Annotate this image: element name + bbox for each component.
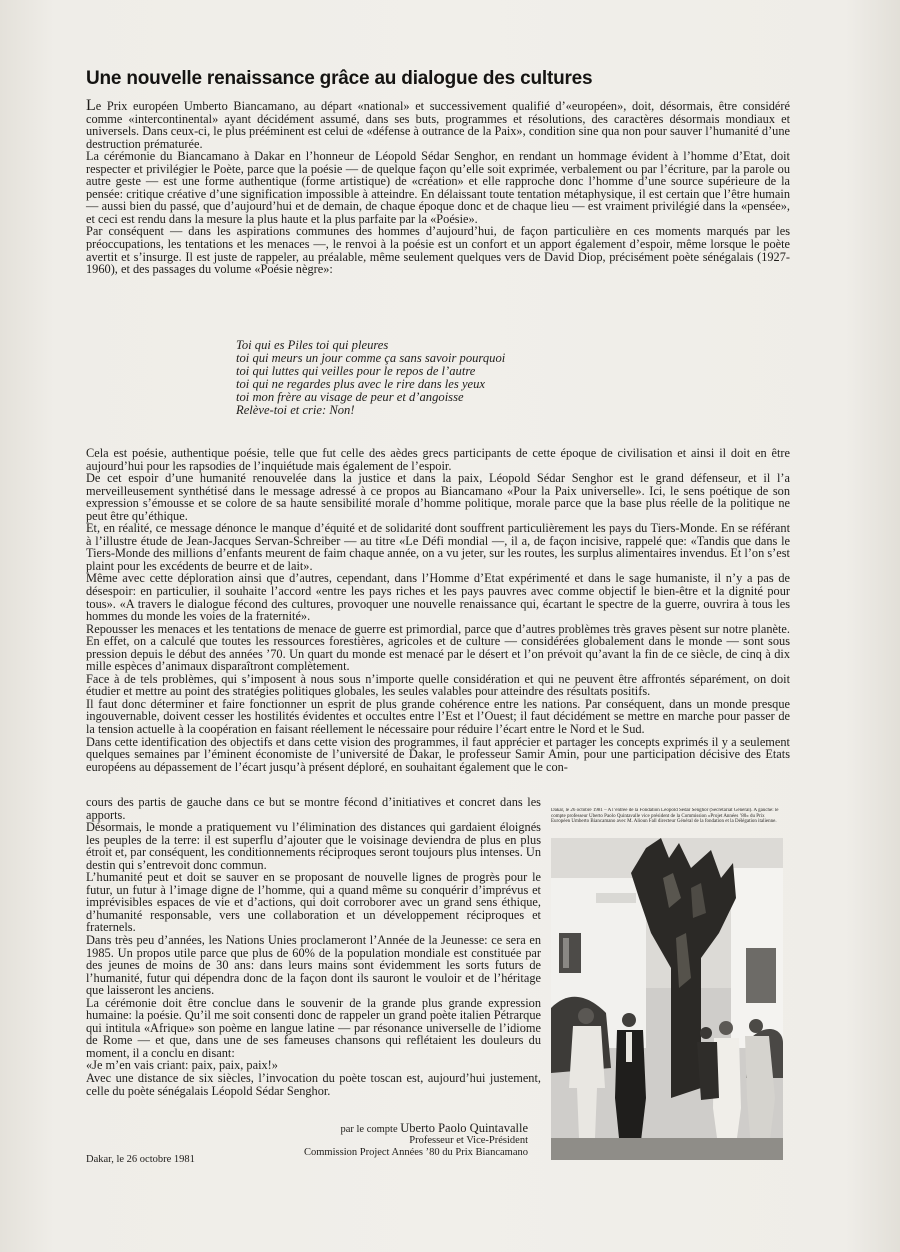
- paragraph: cours des partis de gauche dans ce but se montre fécond d’initiatives et concret dans les apports.: [86, 795, 541, 822]
- poem-line: toi qui meurs un jour comme ça sans savoir pourquoi: [236, 351, 506, 365]
- signature-block: [304, 1123, 528, 1158]
- paragraph: Désormais, le monde a pratiquement vu l’élimination des distances qui gardaient éloignés les peuples de la terre: il est superflu d’ajouter que le voisinage deviendra de plus en plus étroit et, par conséquent, les conditionnements réciproques seront toujours plus intenses. Un destin qui s’entrevoit donc commun.: [86, 820, 541, 872]
- poem-line: toi qui ne regardes plus avec le rire dans les yeux: [236, 377, 486, 391]
- paragraph: Dans très peu d’années, les Nations Unies proclameront l’Année de la Jeunesse: ce sera en 1985. Un propos utile parce que plus de 60% de la population mondiale est constituée par des jeunes de moins de 30 ans: dans leurs mains sont évidemment les sorts futurs de l’humanité, futur qui dépendra donc de la façon dont ils sauront le vouloir et de l’héritage que laisseront les anciens.: [86, 933, 541, 998]
- paragraph: Le Prix européen Umberto Biancamano, au départ «national» et successivement qualifié d’«européen», doit, désormais, être considéré comme «intercontinental» ayant décidément assumé, dans ses buts, programmes et résolutions, des caractères désormais mondiaux et universels. Dans ceux-ci, le plus prééminent est celui de «défense à outrance de la Paix», condition sine qua non pour sauver l’humanité d’une destruction prématurée.: [86, 97, 790, 151]
- paragraph: L’humanité peut et doit se sauver en se proposant de nouvelle lignes de progrès pour le futur, un futur à l’image digne de l’homme, qui a quand même su conquérir d’imprévus et imprévisibles espaces de vie et d’actions, qui doit corroborer avec un grand sens éthique, d’humanité responsable, vers une collaboration et un développement réciproques et fraternels.: [86, 870, 541, 935]
- author-name: Uberto Paolo Quintavalle: [400, 1121, 528, 1135]
- paragraph: De cet espoir d’une humanité renouvelée dans la justice et dans la paix, Léopold Sédar Senghor est le grand défenseur, et il l’a merveilleusement synthétisé dans le message adressé à ce propos au Biancamano «Pour la Paix universelle». Ici, le sens poétique de son expression s’émousse et se colore de sa haute sensibilité morale d’homme politique, morale parce que la base plus réelle de la politique ne peut être qu’éthique.: [86, 471, 790, 523]
- photo-sculpture-group: [551, 838, 783, 1160]
- paragraph: Cela est poésie, authentique poésie, telle que fut celle des aèdes grecs participants de cette époque de civilisation et ainsi il doit en être aujourd’hui pour les rapsodies de l’inquiétude mais également de l’espoir.: [86, 446, 790, 473]
- paragraph: Par conséquent — dans les aspirations communes des hommes d’aujourd’hui, de façon particulière en ces moments marqués par les préoccupations, les tentations et les menaces —, le renvoi à la poésie est un confort et un apport également d’espoir, même lorsque le poète avertit et s’insurge. Il est juste de rappeler, au préalable, même seulement quelques vers de David Diop, précisément poète sénégalais (1927-1960), et des passages du volume «Poésie nègre»:: [86, 224, 790, 277]
- paragraph: Avec une distance de six siècles, l’invocation du poète toscan est, aujourd’hui justement, celle du poète sénégalais Léopold Sédar Senghor.: [86, 1071, 541, 1098]
- signature-prefix: par le compte: [340, 1124, 398, 1135]
- poem-line: Relève-toi et crie: Non!: [236, 403, 355, 417]
- poem-line: Toi qui es Piles toi qui pleures: [236, 338, 389, 352]
- paragraph: Et, en réalité, ce message dénonce le manque d’équité et de solidarité dont souffrent particulièrement les pays du Tiers-Monde. En se référant à l’illustre étude de Jean-Jacques Servan-Schreiber — au titre «Le Défi mondial —, il a, de façon incisive, rappelé que: «Tandis que dans le Tiers-Monde des millions d’enfants meurent de faim chaque année, on a vu jeter, sur les routes, les surplus alimentaires invendus. Et l’on s’est plaint pour les excédents de beurre et de lait».: [86, 521, 790, 573]
- poem-line: toi mon frère au visage de peur et d’angoisse: [236, 390, 464, 404]
- body-section-narrow-column: [86, 796, 541, 1097]
- author-role: Professeur et Vice-Président: [409, 1135, 528, 1147]
- paragraph: La cérémonie doit être conclue dans le souvenir de la grande plus grande expression humaine: la poésie. Qu’il me soit consenti donc de rappeler un grand poète italien Pétrarque qui intitula «Afrique» son poème en langue latine — par résonance universelle de l’idiome de Rome — et que, dans une de ses fameuses chansons qui reflétaient les douleurs du moment, il a conclu en disant:: [86, 995, 541, 1060]
- paragraph: Repousser les menaces et les tentations de menace de guerre est primordial, parce que d’autres problèmes très graves pèsent sur notre planète. En effet, on a calculé que toutes les ressources forestières, agricoles et de culture — considérées globalement dans le monde — sont sous pression depuis le début des années ’70. Un quart du monde est menacé par le désert et l’on prévoit qu’avant la fin de ce siècle, de cinq à dix mille espèces d’animaux disparaîtront complètement.: [86, 621, 790, 674]
- quote-line: «Je m’en vais criant: paix, paix, paix!»: [86, 1058, 278, 1073]
- paragraph: La cérémonie du Biancamano à Dakar en l’honneur de Léopold Sédar Senghor, en rendant un hommage évident à l’homme d’Etat, doit respecter et privilégier le Poète, parce que la poésie — de quelque façon qu’elle soit exprimée, verbalement ou par l’écriture, par la parole ou autre geste — est une forme authentique (forme artistique) de «création» et elle rapproche donc l’homme d’une source supérieure de la pensée: critique créative d’une signification impossible à atteindre. En délaissant toute tentation métaphysique, il est certain que l’être humain — aussi bien du passé, que d’aujourd’hui et de demain, de chaque époque donc et de chaque lieu — est vraiment privilégié dans la «pensée», et ceci est rendu dans la mesure la plus haute et la plus parfaite par la «Poésie».: [86, 149, 790, 226]
- poem-line: toi qui luttes qui veilles pour le repos de l’autre: [236, 364, 476, 378]
- paragraph: Même avec cette déploration ainsi que d’autres, cependant, dans l’Homme d’Etat expérimenté et dans le sage humaniste, il n’y a pas de désespoir: en particulier, il souhaite l’accord «entre les pays riches et les pays pauvres avec comme objectif le bien-être et la dignité pour tous». «A travers le dialogue fécond des cultures, provoquer une nouvelle renaissance qui, écartant le spectre de la guerre, ouvrira à tous les hommes du monde les voies de la fraternité».: [86, 571, 790, 624]
- article-title: Une nouvelle renaissance grâce au dialogue des cultures: [86, 68, 593, 89]
- paragraph: Il faut donc déterminer et faire fonctionner un esprit de plus grande cohérence entre les nations. Par conséquent, dans un monde presque ingouvernable, doivent cesser les hostilités évidentes et occultes entre l’Est et l’Ouest; il faut décidément se mettre en marche pour passer de la tension actuelle à la coopération en faisant réellement le nécessaire pour réduire l’écart entre le Nord et le Sud.: [86, 696, 790, 737]
- dateline: Dakar, le 26 octobre 1981: [86, 1154, 195, 1165]
- paragraph: Dans cette identification des objectifs et dans cette vision des programmes, il faut apprécier et partager les concepts exprimés il y a seulement quelques semaines par l’éminent économiste de l’université de Dakar, le professeur Samir Amin, pour une participation décisive des Etats européens au dépassement de l’écart jusqu’à présent déploré, en souhaitant également que le con-: [86, 734, 790, 774]
- photo-figure: [551, 808, 784, 1160]
- paragraph: Face à de tels problèmes, qui s’imposent à nous sous n’importe quelle considération et qui ne peuvent être affrontés séparément, on doit étudier et mettre au point des stratégies politiques globales, les seules valables pour atteindre des résultats positifs.: [86, 671, 790, 699]
- intro-section: [86, 97, 790, 277]
- body-section-full-width: [86, 447, 790, 773]
- photo-caption: Dakar, le 26 octobre 1981 – A l’entrée de la Fondation Léopold Sédar Senghor (Secrétariat Général). A gauche: le compte professeur Uberto Paolo Quintavalle vice président de la Commission «Projet Années ’80» du Prix Européen Umberto Biancamano avec M. Alioun Fall directeur Général de la fondation et la Délégation italienne.: [551, 808, 779, 825]
- poem-quote: [236, 339, 656, 417]
- author-commission: Commission Project Années ’80 du Prix Biancamano: [304, 1146, 528, 1158]
